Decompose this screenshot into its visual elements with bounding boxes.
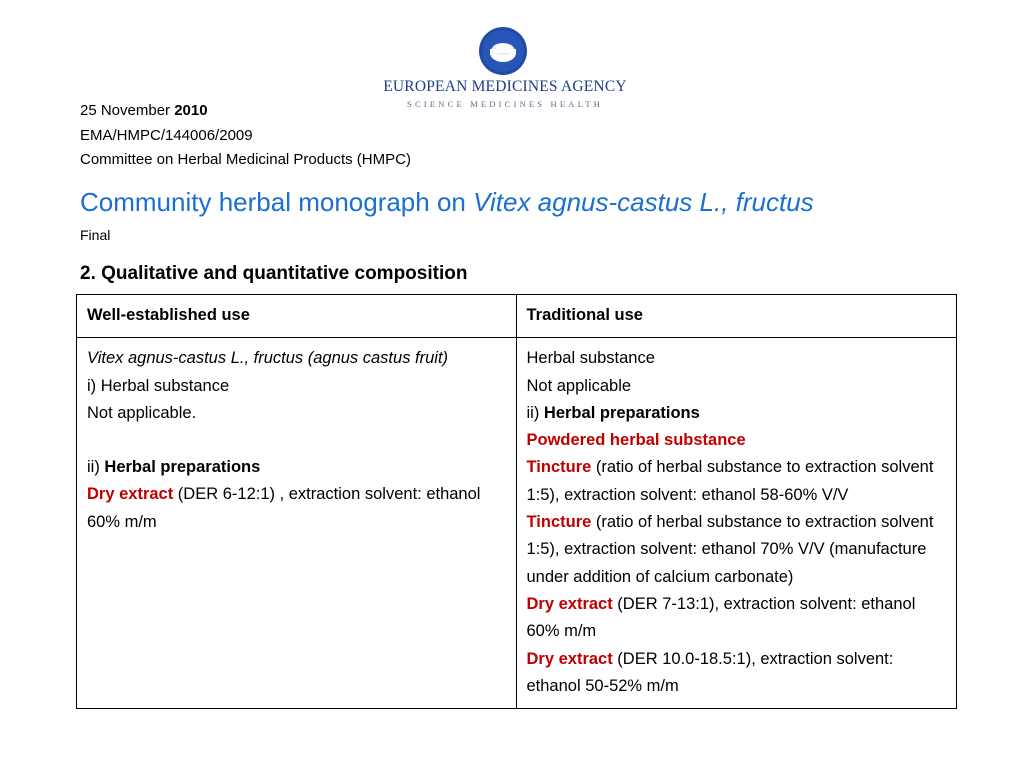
preparation-text: (DER 10.0-18.5:1), extraction solvent: ethanol 50-52% m/m	[526, 649, 894, 695]
dry-extract-entry	[87, 481, 506, 536]
header-traditional-use: Traditional use	[516, 295, 957, 338]
dry-extract-text: (DER 6-12:1) , extraction solvent: ethanol 60% m/m	[87, 485, 481, 531]
well-established-cell	[77, 338, 517, 709]
title-prefix: Community herbal monograph on	[80, 187, 474, 217]
agency-logo	[370, 26, 640, 110]
preparation-label: Dry extract	[526, 649, 613, 668]
preparation-text: (DER 7-13:1), extraction solvent: ethanol 60% m/m	[526, 594, 916, 641]
preparation-entry	[527, 591, 947, 646]
herbal-substance-value: Not applicable	[526, 376, 632, 395]
traditional-use-cell	[516, 338, 957, 709]
ema-emblem-icon	[478, 26, 528, 76]
document-date	[80, 99, 411, 124]
herbal-substance-value: Not applicable.	[87, 403, 197, 422]
herbal-preparations-item	[87, 454, 506, 481]
dry-extract-label: Dry extract	[87, 485, 174, 504]
agency-name: EUROPEAN MEDICINES AGENCY	[383, 78, 627, 95]
item-number: ii)	[526, 403, 544, 422]
herbal-substance-label: Herbal substance	[526, 349, 655, 368]
spacer	[87, 427, 506, 454]
document-meta	[80, 99, 411, 173]
date-day-month: 25 November	[80, 102, 175, 119]
preparation-text: (ratio of herbal substance to extraction solvent 1:5), extraction solvent: ethanol 58-60% V/V	[526, 458, 934, 504]
preparation-entry	[527, 454, 947, 509]
species-line: Vitex agnus-castus L., fructus (agnus castus fruit)	[87, 349, 449, 368]
item-number: ii)	[87, 458, 105, 477]
date-year: 2010	[174, 102, 208, 119]
preparation-label: Tincture	[526, 458, 592, 477]
table-row	[77, 338, 957, 709]
preparation-entry	[527, 646, 947, 701]
herbal-preparations-item	[527, 400, 947, 427]
preparation-label: Tincture	[526, 513, 592, 532]
powdered-substance-entry: Powdered herbal substance	[526, 431, 746, 450]
table-header-row	[77, 295, 957, 338]
herbal-preparations-label: Herbal preparations	[104, 458, 261, 477]
title-species: Vitex agnus-castus L., fructus	[473, 187, 814, 217]
document-reference: EMA/HMPC/144006/2009	[80, 126, 253, 144]
preparation-label: Dry extract	[526, 594, 613, 613]
committee-name: Committee on Herbal Medicinal Products (HMPC)	[80, 151, 411, 168]
section-heading: 2. Qualitative and quantitative composition	[80, 263, 468, 284]
document-status: Final	[80, 227, 111, 243]
herbal-preparations-label: Herbal preparations	[543, 403, 700, 422]
page-title	[80, 186, 814, 218]
agency-tagline: SCIENCE MEDICINES HEALTH	[407, 99, 603, 109]
composition-table	[76, 294, 957, 709]
preparation-entry	[527, 509, 947, 591]
header-well-established-use: Well-established use	[77, 295, 517, 338]
herbal-substance-item: i) Herbal substance	[87, 376, 230, 395]
preparation-text: (ratio of herbal substance to extraction solvent 1:5), extraction solvent: ethanol 70% V/V (manufacture under addition of calcium carbonate)	[526, 513, 934, 586]
